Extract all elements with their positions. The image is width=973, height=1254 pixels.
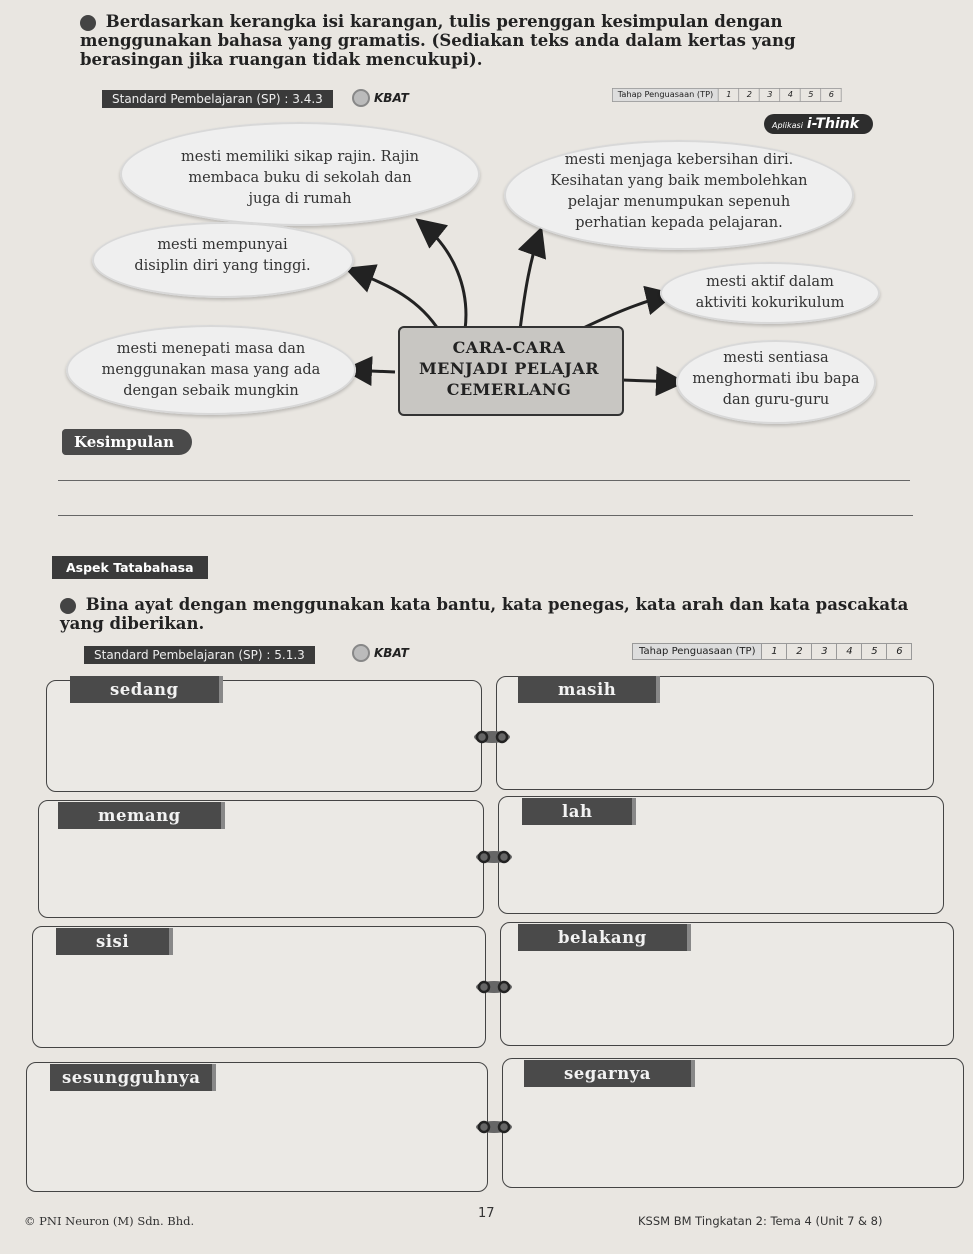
kbat-label: KBAT — [374, 646, 409, 660]
word-label-masih: masih — [518, 676, 660, 703]
center-line: CEMERLANG — [446, 380, 572, 399]
binder-clip-icon — [470, 1116, 518, 1138]
node-line: aktiviti kokurikulum — [695, 295, 845, 311]
word-label-sedang: sedang — [70, 676, 223, 703]
tp-level: 4 — [780, 88, 801, 102]
arrow-to-node-2 — [350, 270, 440, 332]
tp-level: 2 — [787, 643, 812, 660]
tp-level: 6 — [821, 88, 842, 102]
tp-level: 1 — [719, 88, 740, 102]
node-line: Kesihatan yang baik membolehkan — [550, 173, 808, 189]
center-line: MENJADI PELAJAR — [418, 359, 600, 378]
question-1-text: Berdasarkan kerangka isi karangan, tulis perenggan kesimpulan dengan menggunakan bahasa yang gramatis. (Sediakan teks anda dalam kertas yang berasingan jika ruangan tidak mencukupi). — [80, 12, 796, 69]
aspek-tatabahasa-label: Aspek Tatabahasa — [52, 556, 208, 579]
footer-publisher: © PNI Neuron (M) Sdn. Bhd. — [24, 1214, 195, 1228]
footer-series: KSSM BM Tingkatan 2: Tema 4 (Unit 7 & 8) — [638, 1214, 883, 1228]
tp-level: 4 — [837, 643, 862, 660]
sp-bar-1: Standard Pembelajaran (SP) : 3.4.3 — [102, 90, 333, 108]
kbat-icon — [352, 644, 370, 662]
word-label-segarnya: segarnya — [524, 1060, 695, 1087]
binder-clip-icon — [470, 976, 518, 998]
node-line: disiplin diri yang tinggi. — [134, 258, 311, 274]
question-2 — [60, 595, 930, 633]
node-line: menggunakan masa yang ada — [101, 362, 321, 378]
ithink-label: i-Think — [806, 116, 860, 132]
arrow-to-node-6 — [622, 380, 680, 382]
node-3-text — [70, 339, 352, 402]
tp-label: Tahap Penguasaan (TP) — [632, 643, 762, 660]
word-label-memang: memang — [58, 802, 225, 829]
tp-level: 2 — [739, 88, 760, 102]
tp-level: 3 — [812, 643, 837, 660]
kbat-badge-2 — [352, 644, 409, 662]
answer-line — [58, 480, 910, 481]
center-line: CARA-CARA — [452, 338, 566, 357]
word-label-belakang: belakang — [518, 924, 691, 951]
question-2-text: Bina ayat dengan menggunakan kata bantu, kata penegas, kata arah dan kata pascakata yang diberikan. — [60, 595, 909, 633]
tp-level: 5 — [801, 88, 822, 102]
tp-scale-2 — [632, 643, 912, 660]
node-line: mesti aktif dalam — [706, 274, 834, 290]
binder-clip-icon — [468, 726, 516, 748]
tp-level: 3 — [760, 88, 781, 102]
node-line: mesti menepati masa dan — [116, 341, 306, 357]
tp-label: Tahap Penguasaan (TP) — [612, 88, 719, 102]
node-line: dan guru-guru — [722, 392, 830, 408]
tp-level: 1 — [762, 643, 787, 660]
node-line: mesti menjaga kebersihan diri. — [564, 152, 794, 168]
word-label-sesungguhnya: sesungguhnya — [50, 1064, 216, 1091]
arrow-to-node-4 — [520, 232, 540, 330]
word-label-lah: lah — [522, 798, 636, 825]
word-label-sisi: sisi — [56, 928, 173, 955]
node-4-text — [524, 150, 834, 234]
node-5-text — [664, 272, 876, 314]
node-1-text — [140, 147, 460, 210]
node-6-text — [680, 348, 872, 411]
tp-level: 5 — [862, 643, 887, 660]
node-line: membaca buku di sekolah dan — [188, 170, 412, 186]
node-line: dengan sebaik mungkin — [123, 383, 299, 399]
node-2-text — [100, 235, 345, 277]
node-line: pelajar menumpukan sepenuh — [567, 194, 791, 210]
node-line: juga di rumah — [248, 191, 352, 207]
ithink-prefix: Aplikasi — [772, 121, 803, 130]
answer-line — [58, 515, 913, 516]
node-line: menghormati ibu bapa — [692, 371, 860, 387]
question-number-icon — [60, 598, 76, 614]
node-line: mesti sentiasa — [723, 350, 829, 366]
binder-clip-icon — [470, 846, 518, 868]
kbat-label: KBAT — [374, 91, 409, 105]
sp-bar-2: Standard Pembelajaran (SP) : 5.1.3 — [84, 646, 315, 664]
node-line: perhatian kepada pelajaran. — [575, 215, 783, 231]
kesimpulan-label: Kesimpulan — [62, 429, 192, 455]
center-title — [398, 337, 620, 400]
footer-page-number: 17 — [478, 1206, 495, 1221]
node-line: mesti mempunyai — [157, 237, 288, 253]
node-line: mesti memiliki sikap rajin. Rajin — [181, 149, 419, 165]
tp-level: 6 — [887, 643, 912, 660]
